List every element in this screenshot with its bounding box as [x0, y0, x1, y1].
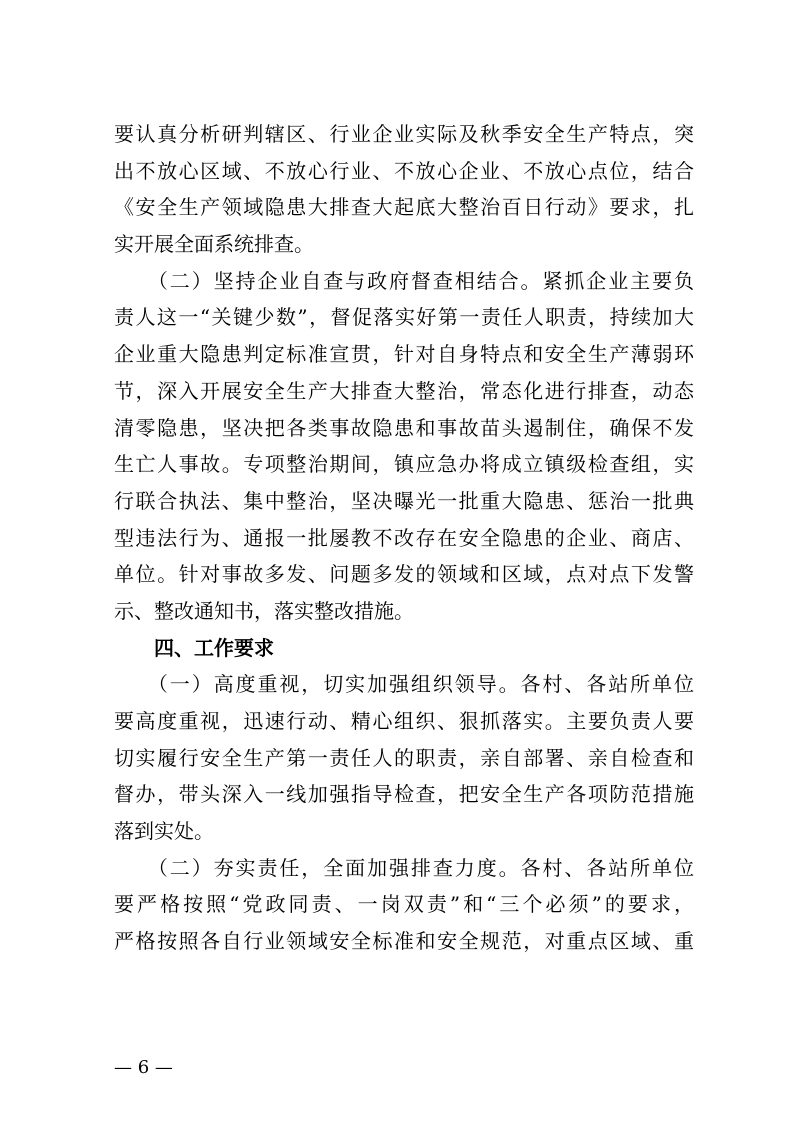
- text-line: 节，深入开展安全生产大排查大整治，常态化进行排查，动态: [114, 378, 694, 403]
- page-number: — 6 —: [114, 1057, 173, 1078]
- text-line: （二）坚持企业自查与政府督查相结合。紧抓企业主要负: [114, 268, 694, 293]
- text-line: 示、整改通知书，落实整改措施。: [114, 598, 414, 623]
- text-line: 严格按照各自行业领域安全标准和安全规范，对重点区域、重: [114, 929, 694, 954]
- text-line: 《安全生产领域隐患大排查大起底大整治百日行动》要求，扎: [114, 195, 694, 220]
- text-line: （一）高度重视，切实加强组织领导。各村、各站所单位: [114, 672, 694, 697]
- text-line: 要严格按照“党政同责、一岗双责”和“三个必须”的要求，: [114, 892, 694, 917]
- text-line: 督办，带头深入一线加强指导检查，把安全生产各项防范措施: [114, 782, 694, 807]
- text-line: 生亡人事故。专项整治期间，镇应急办将成立镇级检查组，实: [114, 452, 694, 477]
- document-body: [114, 116, 694, 960]
- text-line: 出不放心区域、不放心行业、不放心企业、不放心点位，结合: [114, 158, 694, 183]
- text-line: 型违法行为、通报一批屡教不改存在安全隐患的企业、商店、: [114, 525, 694, 550]
- text-line: 清零隐患，坚决把各类事故隐患和事故苗头遏制住，确保不发: [114, 415, 694, 440]
- text-line: 要高度重视，迅速行动、精心组织、狠抓落实。主要负责人要: [114, 709, 694, 733]
- text-line: 单位。针对事故多发、问题多发的领域和区域，点对点下发警: [114, 562, 694, 587]
- text-line: 责人这一“关键少数”，督促落实好第一责任人职责，持续加大: [114, 305, 694, 330]
- text-line: 落到实处。: [114, 819, 214, 844]
- section-heading: 四、工作要求: [114, 635, 274, 660]
- text-line: 行联合执法、集中整治，坚决曝光一批重大隐患、惩治一批典: [114, 488, 694, 513]
- text-line: 实开展全面系统排查。: [114, 232, 314, 257]
- text-line: 要认真分析研判辖区、行业企业实际及秋季安全生产特点，突: [114, 122, 694, 146]
- text-line: 企业重大隐患判定标准宣贯，针对自身特点和安全生产薄弱环: [114, 342, 694, 367]
- text-line: 切实履行安全生产第一责任人的职责，亲自部署、亲自检查和: [114, 745, 694, 770]
- text-line: （二）夯实责任，全面加强排查力度。各村、各站所单位: [114, 855, 694, 880]
